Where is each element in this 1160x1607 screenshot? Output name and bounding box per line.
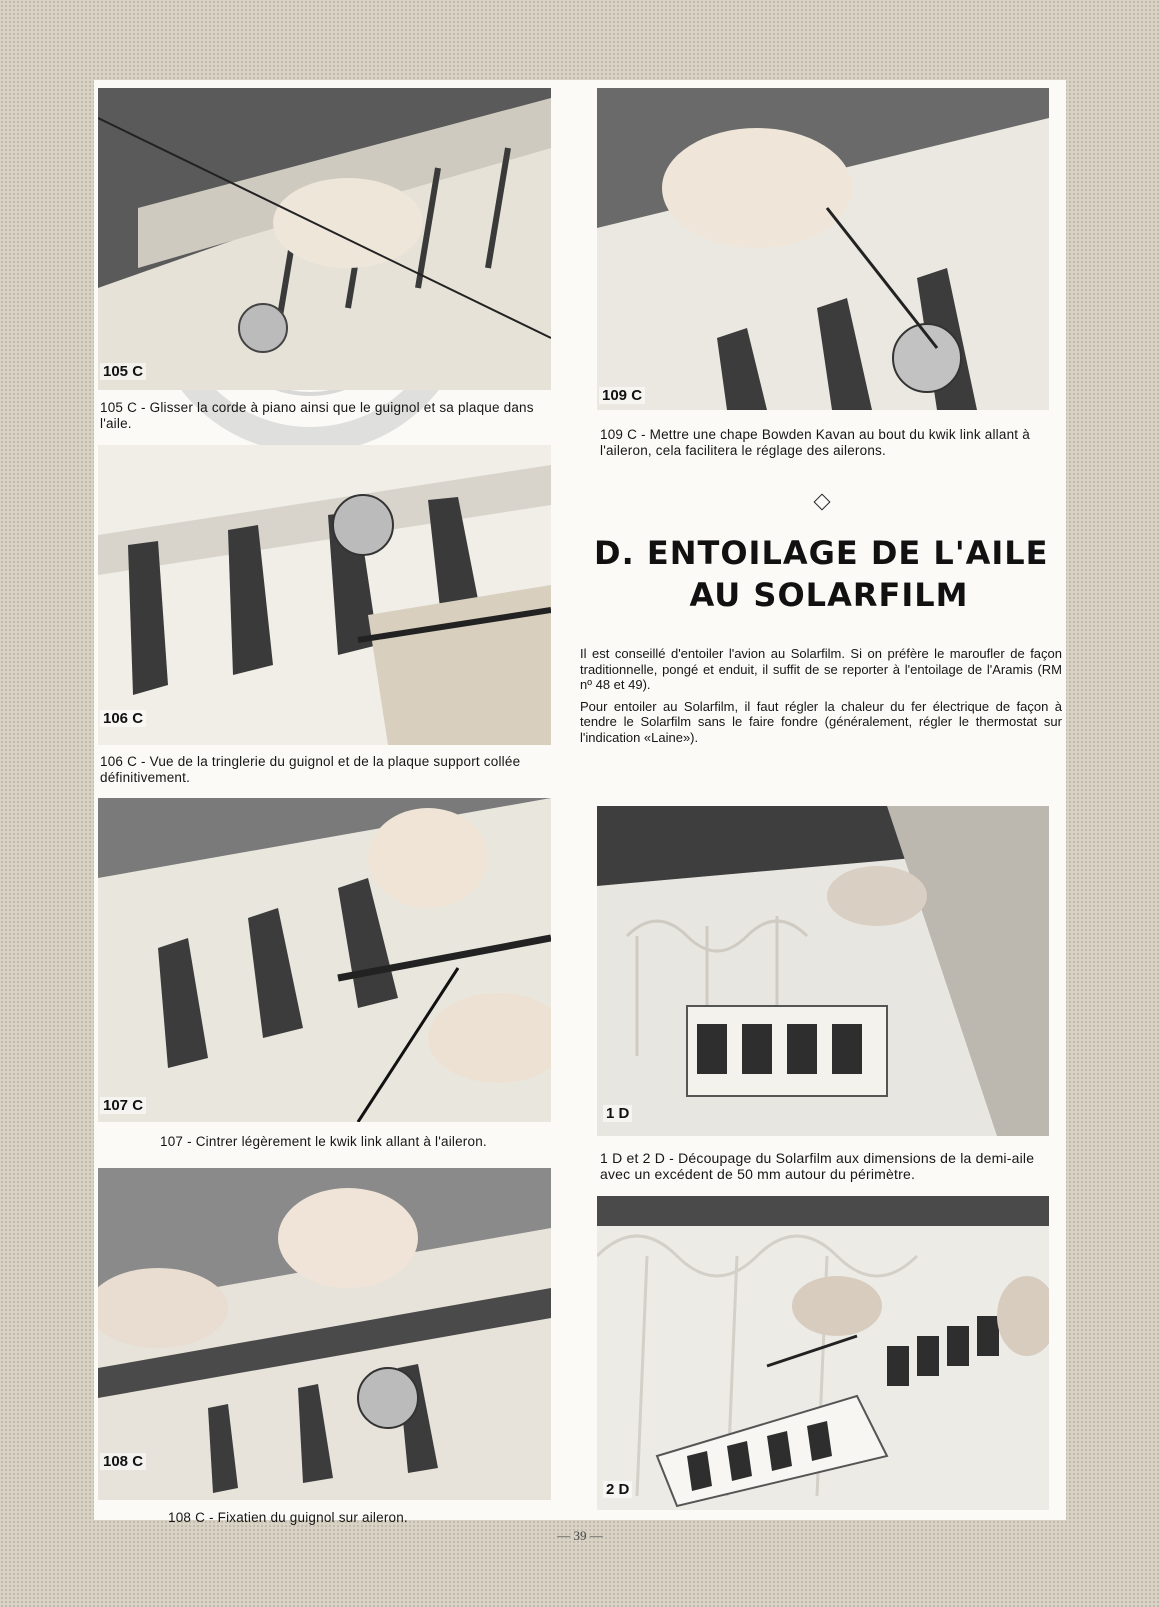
photo-105c [98,88,551,390]
caption-1d-2d: 1 D et 2 D - Découpage du Solarfilm aux dimensions de la demi-aile avec un excédent de 50 mm autour du périmètre. [600,1150,1035,1182]
caption-108c: 108 C - Fixatien du guignol sur aileron. [168,1510,408,1525]
wing-fixing-image [98,1168,551,1500]
wing-bending-image [98,798,551,1122]
photo-1d [597,806,1049,1136]
photo-label-105c: 105 C [100,363,146,380]
solarfilm-cutting-image [597,806,1049,1136]
photo-108c [98,1168,551,1500]
photo-106c [98,445,551,745]
wing-clevis-image [597,88,1049,410]
solarfilm-trim-image [597,1196,1049,1510]
caption-109c: 109 C - Mettre une chape Bowden Kavan au bout du kwik link allant à l'aileron, cela facilitera le réglage des ailerons. [600,427,1030,458]
photo-label-1d: 1 D [603,1105,632,1122]
photo-109c [597,88,1049,410]
caption-105c: 105 C - Glisser la corde à piano ainsi que le guignol et sa plaque dans l'aile. [100,400,534,431]
photo-label-108c: 108 C [100,1453,146,1470]
wing-structure-image [98,88,551,390]
photo-label-2d: 2 D [603,1481,632,1498]
photo-107c [98,798,551,1122]
section-title-line1: D. ENTOILAGE DE L'AILE [594,534,1049,572]
photo-2d [597,1196,1049,1510]
photo-label-106c: 106 C [100,710,146,727]
caption-106c: 106 C - Vue de la tringlerie du guignol et de la plaque support collée définitivement. [100,754,521,785]
section-paragraph-2: Pour entoiler au Solarfilm, il faut régler la chaleur du fer électrique de façon à tendre le Solarfilm sans le faire fondre (généralement, régler le thermostat sur l'indication «Laine»). [580,698,1062,745]
section-title-line2: AU SOLARFILM [689,576,969,614]
section-paragraph-1: Il est conseillé d'entoiler l'avion au Solarfilm. Si on préfère le maroufler de façon traditionnelle, pongé et enduit, il suffit de se reporter à l'entoilage de l'Aramis (RM nº 48 et 49). [580,646,1062,692]
section-body [580,646,1062,751]
photo-label-107c: 107 C [100,1097,146,1114]
wing-linkage-image [98,445,551,745]
photo-label-109c: 109 C [599,387,645,404]
caption-107c: 107 - Cintrer légèrement le kwik link allant à l'aileron. [160,1134,487,1149]
page-number: — 39 — [557,1528,603,1543]
